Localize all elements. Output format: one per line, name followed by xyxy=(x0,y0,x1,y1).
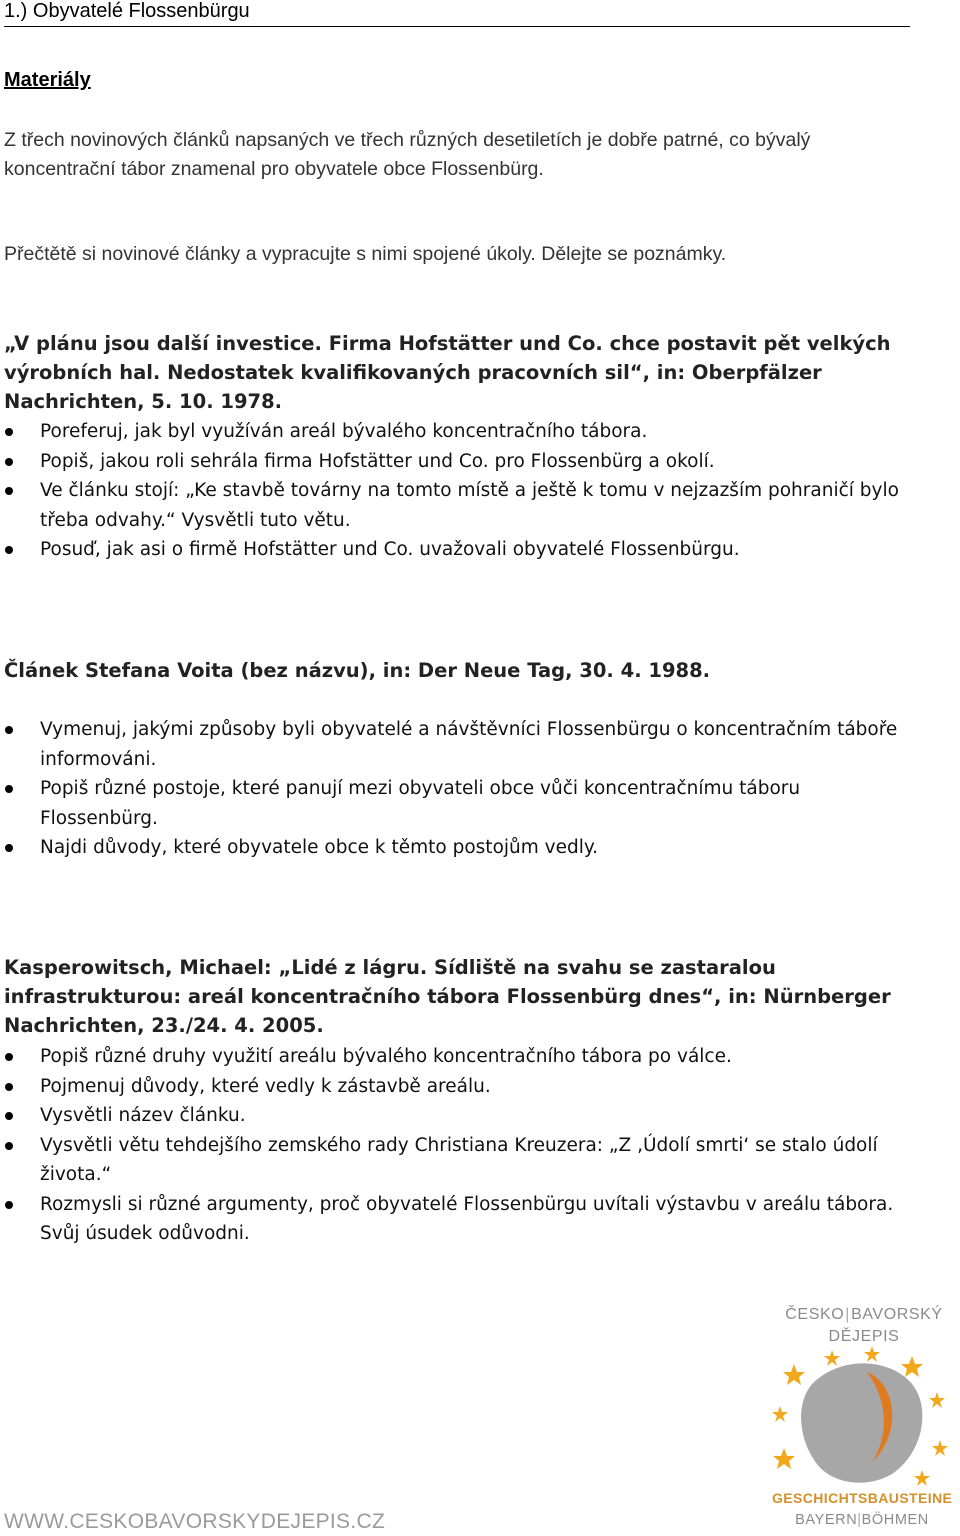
star-icon xyxy=(929,1392,945,1408)
list-item: Popiš různé druhy využití areálu bývalého koncentračního tábora po válce. xyxy=(0,1042,920,1072)
intro-paragraph: Z třech novinových článků napsaných ve třech různých desetiletích je dobře patrné, co bývalý koncentrační tábor znamenal pro obyvatele obce Flossenbürg. xyxy=(4,129,811,180)
list-item: Rozmysli si různé argumenty, proč obyvatelé Flossenbürgu uvítali výstavbu v areálu tábora. Svůj úsudek odůvodni. xyxy=(0,1190,920,1249)
logo-text-dejepis: DĚJEPIS xyxy=(828,1328,900,1345)
star-icon xyxy=(772,1406,788,1422)
list-item: Najdi důvody, které obyvatele obce k těmto postojům vedly. xyxy=(0,833,920,863)
logo-text-cesko: ČESKO xyxy=(785,1306,845,1323)
materials-heading: Materiály xyxy=(4,69,91,91)
article-3-task-list xyxy=(0,1042,920,1249)
list-item: Poreferuj, jak byl využíván areál bývalého koncentračního tábora. xyxy=(0,417,920,447)
list-item: Popiš různé postoje, které panují mezi obyvateli obce vůči koncentračnímu táboru Flossenbürg. xyxy=(0,774,920,833)
star-icon xyxy=(932,1440,948,1456)
logo-grey-shape xyxy=(801,1363,922,1482)
star-icon xyxy=(864,1346,880,1362)
list-item: Vysvětli název článku. xyxy=(0,1101,920,1131)
star-icon xyxy=(901,1356,923,1377)
star-icon xyxy=(914,1470,930,1486)
star-icon xyxy=(824,1350,840,1366)
article-3-title: Kasperowitsch, Michael: „Lidé z lágru. Sídliště na svahu se zastaralou infrastrukturou: areál koncentračního tábora Flossenbürg dnes“, in: Nürnberger Nachrichten, 23./24. 4. 2005. xyxy=(4,956,891,1037)
article-1-title: „V plánu jsou další investice. Firma Hofstätter und Co. chce postavit pět velkých výrobních hal. Nedostatek kvalifikovaných pracovních sil“, in: Oberpfälzer Nachrichten, 5. 10. 1978. xyxy=(4,332,891,413)
list-item: Ve článku stojí: „Ke stavbě továrny na tomto místě a ještě k tomu v nejzazším pohraničí bylo třeba odvahy.“ Vysvětli tuto větu. xyxy=(0,476,920,535)
list-item: Posuď, jak asi o firmě Hofstätter und Co. uvažovali obyvatelé Flossenbürgu. xyxy=(0,535,920,565)
list-item: Popiš, jakou roli sehrála firma Hofstätter und Co. pro Flossenbürg a okolí. xyxy=(0,447,920,477)
logo-text-bohmen: BÖHMEN xyxy=(861,1512,929,1528)
logo-top-text: ČESKO|BAVORSKÝ DĚJEPIS xyxy=(785,1306,943,1345)
star-icon xyxy=(773,1448,795,1469)
footer-website-url: WWW.CESKOBAVORSKYDEJEPIS.CZ xyxy=(4,1510,386,1533)
article-2-task-list xyxy=(0,715,920,863)
logo-bottom-text: BAYERN|BÖHMEN xyxy=(795,1512,929,1528)
ceskobavorsky-dejepis-logo xyxy=(772,1300,952,1536)
logo-text-geschichtsbausteine: GESCHICHTSBAUSTEINE xyxy=(772,1490,953,1506)
list-item: Vysvětli větu tehdejšího zemského rady Christiana Kreuzera: „Z ‚Údolí smrti‘ se stalo údolí života.“ xyxy=(0,1131,920,1190)
instruction-paragraph: Přečtětě si novinové články a vypracujte s nimi spojené úkoly. Dělejte se poznámky. xyxy=(4,243,727,265)
star-icon xyxy=(783,1364,805,1385)
logo-text-bayern: BAYERN xyxy=(795,1512,858,1528)
article-2-title: Článek Stefana Voita (bez názvu), in: Der Neue Tag, 30. 4. 1988. xyxy=(4,659,711,682)
list-item: Pojmenuj důvody, které vedly k zástavbě areálu. xyxy=(0,1072,920,1102)
logo-emblem xyxy=(772,1344,952,1488)
logo-text-bavorsky: BAVORSKÝ xyxy=(851,1306,943,1323)
page-header-title: 1.) Obyvatelé Flossenbürgu xyxy=(4,0,910,27)
list-item: Vymenuj, jakými způsoby byli obyvatelé a návštěvníci Flossenbürgu o koncentračním táboře informováni. xyxy=(0,715,920,774)
article-1-task-list xyxy=(0,417,920,565)
